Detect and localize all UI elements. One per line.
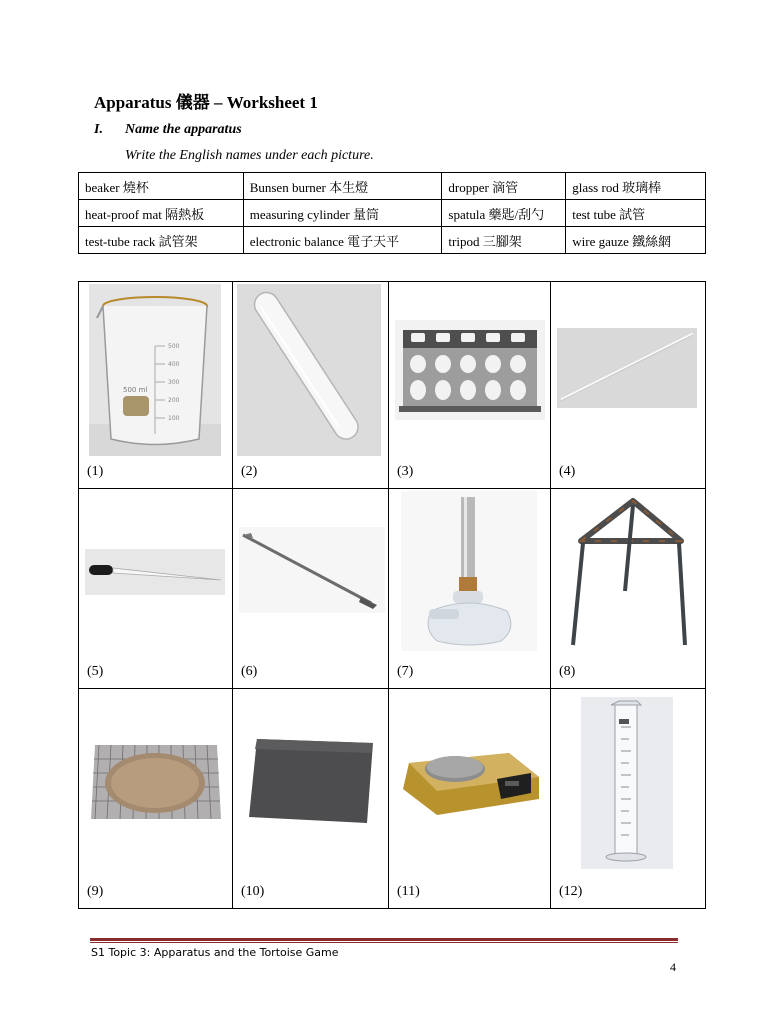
- word-bank-item: beaker 燒杯: [79, 173, 244, 200]
- picture-cell-11: [389, 689, 551, 908]
- picture-cell-6: [233, 489, 389, 689]
- picture-label: (1): [87, 464, 104, 479]
- picture-cell-2: [233, 282, 389, 489]
- electronic-balance-photo: [397, 733, 545, 825]
- picture-label: (11): [397, 884, 420, 899]
- bunsen-burner-photo: [401, 491, 537, 651]
- beaker-marking: 300: [168, 379, 180, 386]
- word-bank-row: [79, 173, 706, 200]
- page-number: 4: [670, 960, 676, 974]
- picture-cell-8: [551, 489, 705, 689]
- section-title: Name the apparatus: [125, 122, 242, 137]
- test-tube-rack-photo: [395, 320, 545, 420]
- word-bank-item: dropper 滴管: [442, 173, 566, 200]
- picture-label: (10): [241, 884, 265, 899]
- word-bank-item: measuring cylinder 量筒: [243, 200, 442, 227]
- picture-label: (7): [397, 664, 414, 679]
- page-title: Apparatus 儀器 – Worksheet 1: [94, 93, 318, 112]
- glass-rod-photo: [557, 328, 697, 408]
- picture-label: (8): [559, 664, 576, 679]
- picture-cell-7: [389, 489, 551, 689]
- tripod-photo: [567, 495, 691, 655]
- beaker-marking: 100: [168, 415, 180, 422]
- word-bank-item: glass rod 玻璃棒: [566, 173, 706, 200]
- test-tube-photo: [237, 284, 381, 456]
- instruction-text: Write the English names under each picture.: [125, 148, 374, 163]
- word-bank-item: test-tube rack 試管架: [79, 227, 244, 254]
- picture-cell-4: [551, 282, 705, 489]
- word-bank-row: [79, 200, 706, 227]
- picture-label: (12): [559, 884, 583, 899]
- picture-label: (5): [87, 664, 104, 679]
- section-number: I.: [94, 122, 103, 137]
- picture-cell-1: [79, 282, 233, 489]
- footer-rule: [90, 938, 678, 941]
- beaker-photo: [89, 284, 221, 456]
- picture-cell-12: [551, 689, 705, 908]
- word-bank-item: test tube 試管: [566, 200, 706, 227]
- beaker-marking: 200: [168, 397, 180, 404]
- picture-grid: [78, 281, 706, 909]
- word-bank-item: electronic balance 電子天平: [243, 227, 442, 254]
- picture-label: (9): [87, 884, 104, 899]
- picture-cell-10: [233, 689, 389, 908]
- beaker-marking: 500: [168, 343, 180, 350]
- dropper-photo: [85, 549, 225, 595]
- picture-label: (3): [397, 464, 414, 479]
- picture-cell-3: [389, 282, 551, 489]
- word-bank-item: Bunsen burner 本生燈: [243, 173, 442, 200]
- picture-label: (4): [559, 464, 576, 479]
- word-bank-row: [79, 227, 706, 254]
- word-bank-item: heat-proof mat 隔熱板: [79, 200, 244, 227]
- word-bank-table: [78, 172, 706, 254]
- footer-text: S1 Topic 3: Apparatus and the Tortoise Game: [91, 946, 339, 959]
- word-bank-item: spatula 藥匙/刮勺: [442, 200, 566, 227]
- picture-label: (6): [241, 664, 258, 679]
- picture-label: (2): [241, 464, 258, 479]
- picture-cell-5: [79, 489, 233, 689]
- measuring-cylinder-photo: [581, 697, 673, 869]
- word-bank-item: tripod 三腳架: [442, 227, 566, 254]
- spatula-photo: [239, 527, 385, 613]
- word-bank-item: wire gauze 鐵絲網: [566, 227, 706, 254]
- footer-rule-thin: [90, 942, 678, 943]
- beaker-capacity-label: 500 ml: [123, 386, 148, 394]
- picture-cell-9: [79, 689, 233, 908]
- beaker-marking: 400: [168, 361, 180, 368]
- wire-gauze-photo: [85, 739, 227, 825]
- heat-proof-mat-photo: [247, 733, 377, 829]
